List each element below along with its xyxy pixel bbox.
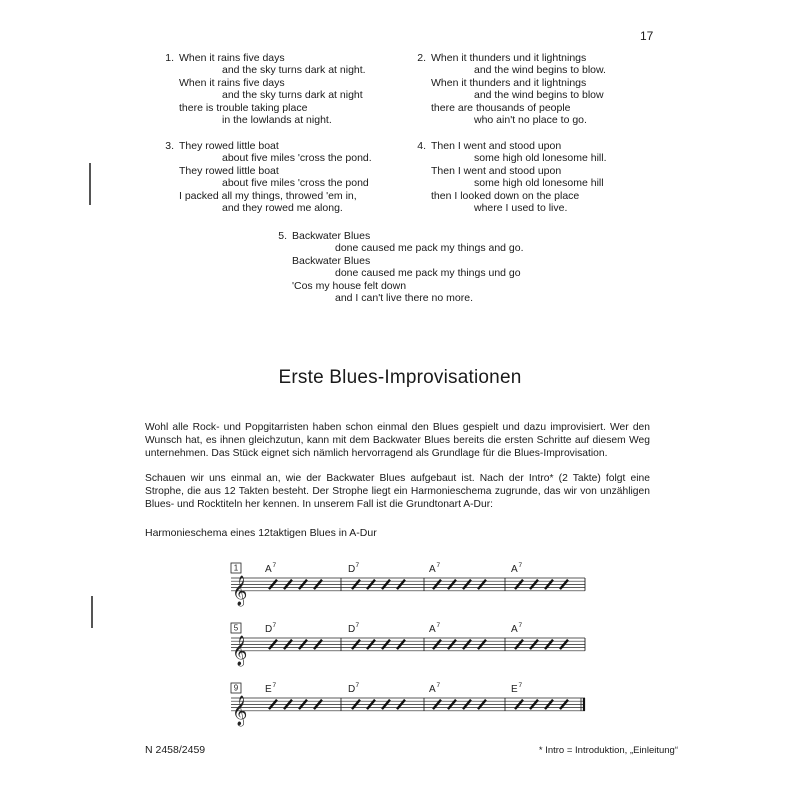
verse-line: done caused me pack my things and go. bbox=[335, 242, 524, 255]
verse-line: there are thousands of people bbox=[431, 101, 571, 114]
chord-symbol: D bbox=[348, 684, 356, 695]
chord-quality: 7 bbox=[436, 682, 441, 689]
chord-quality: 7 bbox=[272, 562, 277, 569]
verse-line: When it thunders and it lightnings bbox=[431, 76, 587, 89]
chord-symbol: A bbox=[265, 564, 272, 575]
verse-number: 5. bbox=[278, 230, 287, 242]
chord-quality: 7 bbox=[272, 622, 277, 629]
chord-symbol: A bbox=[511, 624, 518, 635]
verse-line: and the sky turns dark at night bbox=[222, 89, 363, 102]
verse-line: Backwater Blues bbox=[292, 254, 371, 267]
verse-line: and the sky turns dark at night. bbox=[222, 64, 366, 77]
verse-number: 3. bbox=[165, 140, 174, 152]
chord-symbol: E bbox=[265, 684, 272, 695]
verse-number: 2. bbox=[417, 52, 426, 64]
page-number: 17 bbox=[640, 29, 654, 43]
chart-caption: Harmonieschema eines 12taktigen Blues in A-Dur bbox=[145, 527, 377, 539]
measure-number: 5 bbox=[233, 623, 239, 633]
chord-quality: 7 bbox=[355, 622, 360, 629]
chord-chart bbox=[225, 548, 595, 728]
footnote: * Intro = Introduktion, „Einleitung“ bbox=[538, 745, 678, 756]
chord-quality: 7 bbox=[518, 622, 523, 629]
verse-line: about five miles 'cross the pond bbox=[222, 177, 369, 190]
verse-line: When it rains five days bbox=[179, 76, 285, 89]
section-heading: Erste Blues-Improvisationen bbox=[278, 367, 522, 388]
margin-mark bbox=[91, 596, 93, 628]
measure-number: 1 bbox=[233, 563, 239, 573]
chord-symbol: D bbox=[348, 564, 356, 575]
chord-symbol: A bbox=[429, 624, 436, 635]
chord-quality: 7 bbox=[355, 562, 360, 569]
verse-line: and the wind begins to blow bbox=[474, 89, 604, 102]
paragraph-intro: Wohl alle Rock- und Popgitarristen haben schon einmal den Blues gespielt und dazu improvisiert. Wer den Wunsch hat, es ihnen gleichzutun, kann mit dem Backwater Blues bereits die ersten Schritte auf diesem Weg unternehmen. Das Stück eignet sich nämlich hervorragend als Grundlage für die Blues-Improvisation. bbox=[145, 422, 650, 459]
verse-line: I packed all my things, throwed 'em in, bbox=[179, 189, 357, 202]
verse-line: and the wind begins to blow. bbox=[474, 64, 606, 77]
paragraph-structure: Schauen wir uns einmal an, wie der Backwater Blues aufgebaut ist. Nach der Intro* (2 Takte) folgt eine Strophe, die aus 12 Takten besteht. Der Strophe liegt ein Harmonieschema zugrunde, das wir von unzähligen Blues- und Rocktiteln her kennen. In unserem Fall ist die Grundtonart A-Dur: bbox=[145, 473, 650, 510]
verse-line: done caused me pack my things und go bbox=[335, 267, 521, 280]
chord-quality: 7 bbox=[436, 562, 441, 569]
verse-line: Backwater Blues bbox=[292, 230, 371, 242]
chord-symbol: A bbox=[429, 564, 436, 575]
verse-line: and I can't live there no more. bbox=[335, 292, 473, 304]
verse-line: who ain't no place to go. bbox=[474, 114, 587, 126]
verse-line: When it rains five days bbox=[179, 52, 285, 64]
chord-symbol: A bbox=[511, 564, 518, 575]
chord-symbol: D bbox=[348, 624, 356, 635]
catalog-number: N 2458/2459 bbox=[145, 744, 206, 756]
verse-line: Then I went and stood upon bbox=[431, 164, 562, 177]
verse-line: 'Cos my house felt down bbox=[292, 279, 407, 292]
treble-clef-icon: 𝄞 bbox=[232, 694, 248, 725]
chord-symbol: A bbox=[429, 684, 436, 695]
chord-quality: 7 bbox=[355, 682, 360, 689]
chord-symbol: D bbox=[265, 624, 273, 635]
treble-clef-icon: 𝄞 bbox=[232, 634, 248, 665]
verse-number: 1. bbox=[165, 52, 174, 64]
verse-line: Then I went and stood upon bbox=[431, 140, 562, 152]
verse-line: When it thunders und it lightnings bbox=[431, 52, 587, 64]
chord-quality: 7 bbox=[436, 622, 441, 629]
verse-line: some high old lonesome hill. bbox=[474, 152, 607, 165]
chord-quality: 7 bbox=[518, 562, 523, 569]
measure-number: 9 bbox=[233, 683, 239, 693]
margin-mark bbox=[89, 163, 91, 205]
chord-quality: 7 bbox=[272, 682, 277, 689]
chord-quality: 7 bbox=[518, 682, 523, 689]
chord-symbol: E bbox=[511, 684, 518, 695]
treble-clef-icon: 𝄞 bbox=[232, 574, 248, 605]
verse-line: in the lowlands at night. bbox=[222, 114, 332, 126]
verse-line: there is trouble taking place bbox=[179, 101, 308, 114]
verse-line: They rowed little boat bbox=[179, 140, 279, 152]
verse-line: some high old lonesome hill bbox=[474, 177, 604, 190]
verse-line: then I looked down on the place bbox=[431, 189, 580, 202]
verse-line: They rowed little boat bbox=[179, 164, 279, 177]
verse-line: about five miles 'cross the pond. bbox=[222, 152, 372, 165]
verse-number: 4. bbox=[417, 140, 426, 152]
verse-line: and they rowed me along. bbox=[222, 202, 343, 214]
verse-line: where I used to live. bbox=[474, 202, 568, 214]
